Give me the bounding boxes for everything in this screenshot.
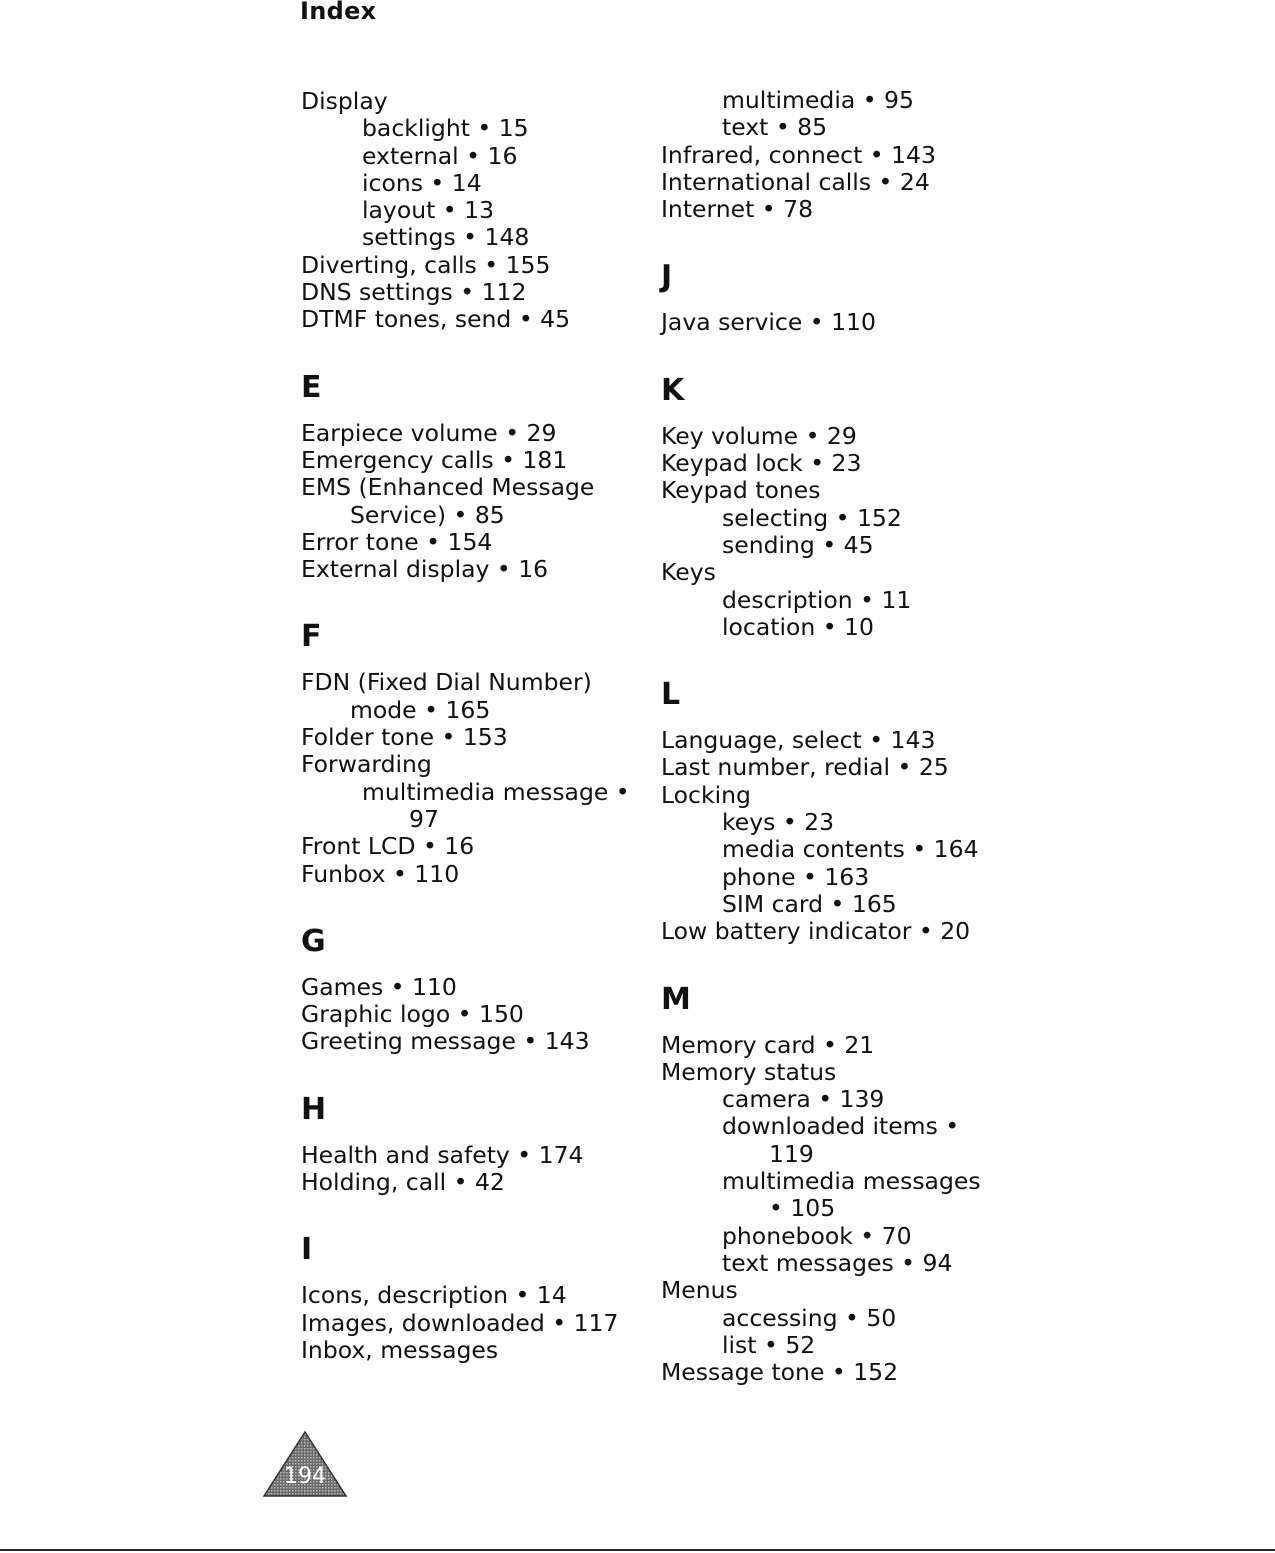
index-entry: selecting • 152 bbox=[722, 503, 902, 532]
index-entry: DNS settings • 112 bbox=[301, 278, 527, 307]
index-entry: Service) • 85 bbox=[350, 500, 505, 529]
index-entry: Diverting, calls • 155 bbox=[301, 250, 551, 279]
index-entry: mode • 165 bbox=[350, 695, 491, 724]
index-entry: Menus bbox=[661, 1276, 738, 1305]
index-entry: phonebook • 70 bbox=[722, 1221, 912, 1250]
index-entry: Front LCD • 16 bbox=[301, 832, 475, 861]
index-section-letter: J bbox=[661, 259, 673, 295]
index-entry: text messages • 94 bbox=[722, 1248, 953, 1277]
index-entry: Emergency calls • 181 bbox=[301, 445, 568, 474]
index-entry: Games • 110 bbox=[301, 972, 457, 1001]
index-entry: Infrared, connect • 143 bbox=[661, 140, 936, 169]
index-entry: media contents • 164 bbox=[722, 835, 979, 864]
page-number-badge bbox=[262, 1430, 348, 1498]
index-entry: Greeting message • 143 bbox=[301, 1027, 590, 1056]
index-entry: settings • 148 bbox=[362, 223, 530, 252]
index-entry: Last number, redial • 25 bbox=[661, 753, 949, 782]
index-entry: Display bbox=[301, 87, 388, 115]
index-entry: location • 10 bbox=[722, 612, 874, 641]
index-entry: EMS (Enhanced Message bbox=[301, 473, 595, 502]
index-entry: multimedia messages bbox=[722, 1167, 981, 1196]
page-header-title: Index bbox=[300, 0, 377, 25]
index-entry: layout • 13 bbox=[362, 196, 495, 225]
index-entry: DTMF tones, send • 45 bbox=[301, 305, 571, 334]
index-entry: multimedia message • bbox=[362, 777, 630, 806]
page-number: 194 bbox=[284, 1464, 326, 1489]
index-entry: 119 bbox=[769, 1139, 814, 1168]
index-entry: Internet • 78 bbox=[661, 195, 814, 224]
index-entry: Error tone • 154 bbox=[301, 527, 493, 556]
index-entry: 97 bbox=[409, 804, 439, 833]
index-section-letter: H bbox=[301, 1091, 327, 1127]
index-entry: SIM card • 165 bbox=[722, 889, 897, 918]
index-entry: Keypad tones bbox=[661, 476, 821, 505]
index-entry: Forwarding bbox=[301, 750, 432, 779]
index-entry: Icons, description • 14 bbox=[301, 1281, 567, 1310]
index-entry: Graphic logo • 150 bbox=[301, 1000, 524, 1029]
index-entry: Low battery indicator • 20 bbox=[661, 917, 971, 946]
index-section-letter: F bbox=[301, 619, 322, 655]
index-entry: icons • 14 bbox=[362, 168, 482, 197]
index-entry: FDN (Fixed Dial Number) bbox=[301, 668, 592, 697]
index-entry: list • 52 bbox=[722, 1330, 816, 1359]
index-entry: Keys bbox=[661, 558, 716, 587]
index-entry: Memory card • 21 bbox=[661, 1030, 875, 1059]
index-section-letter: G bbox=[301, 923, 326, 959]
index-column-left bbox=[301, 88, 641, 1364]
index-section-letter: I bbox=[301, 1232, 313, 1268]
footer-divider bbox=[0, 1549, 1275, 1551]
index-entry: Images, downloaded • 117 bbox=[301, 1308, 619, 1337]
index-entry: Folder tone • 153 bbox=[301, 723, 508, 752]
index-entry: sending • 45 bbox=[722, 530, 874, 559]
index-entry: camera • 139 bbox=[722, 1085, 885, 1114]
index-entry: accessing • 50 bbox=[722, 1303, 897, 1332]
index-entry: Language, select • 143 bbox=[661, 726, 936, 755]
index-entry: Key volume • 29 bbox=[661, 421, 857, 450]
index-entry: Earpiece volume • 29 bbox=[301, 418, 557, 447]
index-entry: external • 16 bbox=[362, 141, 518, 170]
index-entry: keys • 23 bbox=[722, 808, 835, 837]
index-entry: International calls • 24 bbox=[661, 167, 930, 196]
index-entry: Locking bbox=[661, 780, 751, 809]
index-entry: multimedia • 95 bbox=[722, 86, 914, 114]
index-entry: Inbox, messages bbox=[301, 1335, 499, 1364]
index-entry: Memory status bbox=[661, 1057, 837, 1086]
index-entry: Holding, call • 42 bbox=[301, 1168, 505, 1197]
index-entry: backlight • 15 bbox=[362, 114, 529, 143]
index-entry: Funbox • 110 bbox=[301, 859, 460, 888]
index-section-letter: M bbox=[661, 981, 691, 1017]
index-entry: Keypad lock • 23 bbox=[661, 449, 862, 478]
index-column-right bbox=[661, 87, 1021, 1386]
index-entry: Health and safety • 174 bbox=[301, 1140, 584, 1169]
index-entry: • 105 bbox=[769, 1194, 836, 1223]
index-entry: External display • 16 bbox=[301, 555, 549, 584]
index-entry: phone • 163 bbox=[722, 862, 870, 891]
index-section-letter: L bbox=[661, 677, 681, 713]
index-entry: Java service • 110 bbox=[661, 308, 876, 337]
index-entry: text • 85 bbox=[722, 113, 828, 142]
index-section-letter: E bbox=[301, 369, 322, 405]
index-entry: Message tone • 152 bbox=[661, 1358, 899, 1387]
index-entry: downloaded items • bbox=[722, 1112, 960, 1141]
index-entry: description • 11 bbox=[722, 585, 912, 614]
index-section-letter: K bbox=[661, 372, 685, 408]
